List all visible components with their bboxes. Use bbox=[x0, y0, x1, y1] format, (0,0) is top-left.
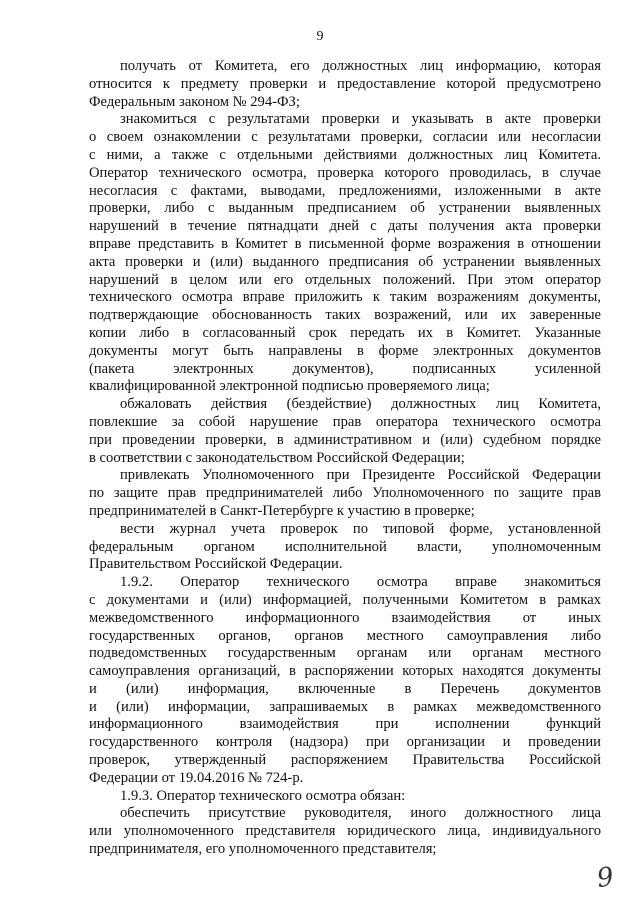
paragraph-line: несогласия с фактами, выводами, предложениями, изложенными в акте bbox=[89, 182, 601, 199]
paragraph-line: с ними, а также с отдельными действиями должностных лиц Комитета. bbox=[89, 146, 601, 163]
paragraph-line: информационного взаимодействия при исполнении функций bbox=[89, 716, 601, 733]
paragraph-line: обжаловать действия (бездействие) должностных лиц Комитета, bbox=[120, 396, 601, 413]
paragraph-line: с документами и (или) информацией, полученными Комитетом в рамках bbox=[89, 591, 601, 608]
page-number: 9 bbox=[316, 29, 324, 44]
paragraph-line: и (или) информация, включенные в Перечень документов bbox=[89, 680, 601, 697]
paragraph-line: 1.9.2. Оператор технического осмотра вправе знакомиться bbox=[120, 574, 601, 591]
paragraph-line: предпринимателей в Санкт-Петербурге к участию в проверке; bbox=[89, 502, 475, 519]
paragraph-line: и (или) информации, запрашиваемых в рамках межведомственного bbox=[89, 698, 601, 715]
paragraph-line: самоуправления организаций, в распоряжении которых находятся документы bbox=[89, 663, 601, 680]
handwritten-page-mark: 9 bbox=[595, 861, 617, 895]
paragraph-line: относится к предмету проверки и предоставление которой предусмотрено bbox=[89, 75, 601, 92]
paragraph-line: знакомиться с результатами проверки и указывать в акте проверки bbox=[120, 111, 601, 128]
paragraph-line: в соответствии с законодательством Российской Федерации; bbox=[89, 449, 465, 466]
paragraph-line: Федеральным законом № 294-ФЗ; bbox=[89, 93, 300, 110]
paragraph-line: подведомственных государственным органам или органам местного bbox=[89, 645, 601, 662]
paragraph-line: вправе представить в Комитет в письменной форме возражения в отношении bbox=[89, 235, 601, 252]
paragraph-line: копии либо в согласованный срок передать их в Комитет. Указанные bbox=[89, 324, 601, 341]
paragraph-line: привлекать Уполномоченного при Президенте Российской Федерации bbox=[120, 467, 601, 484]
paragraph-line: подтверждающие обоснованность таких возражений, или их заверенные bbox=[89, 307, 601, 324]
paragraph-line: предпринимателя, его уполномоченного представителя; bbox=[89, 841, 437, 858]
paragraph-line: государственного контроля (надзора) при организации и проведении bbox=[89, 734, 601, 751]
paragraph-line: Федерации от 19.04.2016 № 724-р. bbox=[89, 769, 304, 786]
paragraph-line: федеральным органом исполнительной власти, уполномоченным bbox=[89, 538, 601, 555]
paragraph-line: проверок, утвержденный распоряжением Правительства Российской bbox=[89, 752, 601, 769]
paragraph-line: государственных органов, органов местного самоуправления либо bbox=[89, 627, 601, 644]
document-body bbox=[89, 58, 601, 859]
paragraph-line: или уполномоченного представителя юридического лица, индивидуального bbox=[89, 823, 601, 840]
paragraph-line: повлекшие за собой нарушение прав оператора технического осмотра bbox=[89, 413, 601, 430]
paragraph-line: о своем ознакомлении с результатами проверки, согласии или несогласии bbox=[89, 129, 601, 146]
paragraph-line: документы могут быть направлены в форме электронных документов bbox=[89, 342, 601, 359]
paragraph-line: акта проверки и (или) выданного предписания об устранении выявленных bbox=[89, 253, 601, 270]
paragraph-line: получать от Комитета, его должностных лиц информацию, которая bbox=[120, 58, 601, 74]
paragraph-line: проверки, либо с выданным предписанием об устранении выявленных bbox=[89, 200, 601, 217]
paragraph-line: по защите прав предпринимателей либо Уполномоченного по защите прав bbox=[89, 485, 601, 502]
paragraph-line: при проведении проверки, в административном и (или) судебном порядке bbox=[89, 431, 601, 448]
paragraph-line: квалифицированной электронной подписью проверяемого лица; bbox=[89, 378, 490, 395]
paragraph-line: (пакета электронных документов), подписанных усиленной bbox=[89, 360, 601, 377]
paragraph-line: Правительством Российской Федерации. bbox=[89, 556, 343, 573]
paragraph-line: 1.9.3. Оператор технического осмотра обязан: bbox=[120, 787, 406, 804]
paragraph-line: нарушений в целом или его отдельных положений. При этом оператор bbox=[89, 271, 601, 288]
paragraph-line: вести журнал учета проверок по типовой форме, установленной bbox=[120, 520, 601, 537]
paragraph-line: нарушений в течение пятнадцати дней с даты получения акта проверки bbox=[89, 218, 601, 235]
paragraph-line: Оператор технического осмотра, проверка которого проводилась, в случае bbox=[89, 164, 601, 181]
paragraph-line: технического осмотра вправе приложить к таким возражениям документы, bbox=[89, 289, 601, 306]
paragraph-line: обеспечить присутствие руководителя, иного должностного лица bbox=[120, 805, 601, 822]
paragraph-line: межведомственного информационного взаимодействия от иных bbox=[89, 609, 601, 626]
